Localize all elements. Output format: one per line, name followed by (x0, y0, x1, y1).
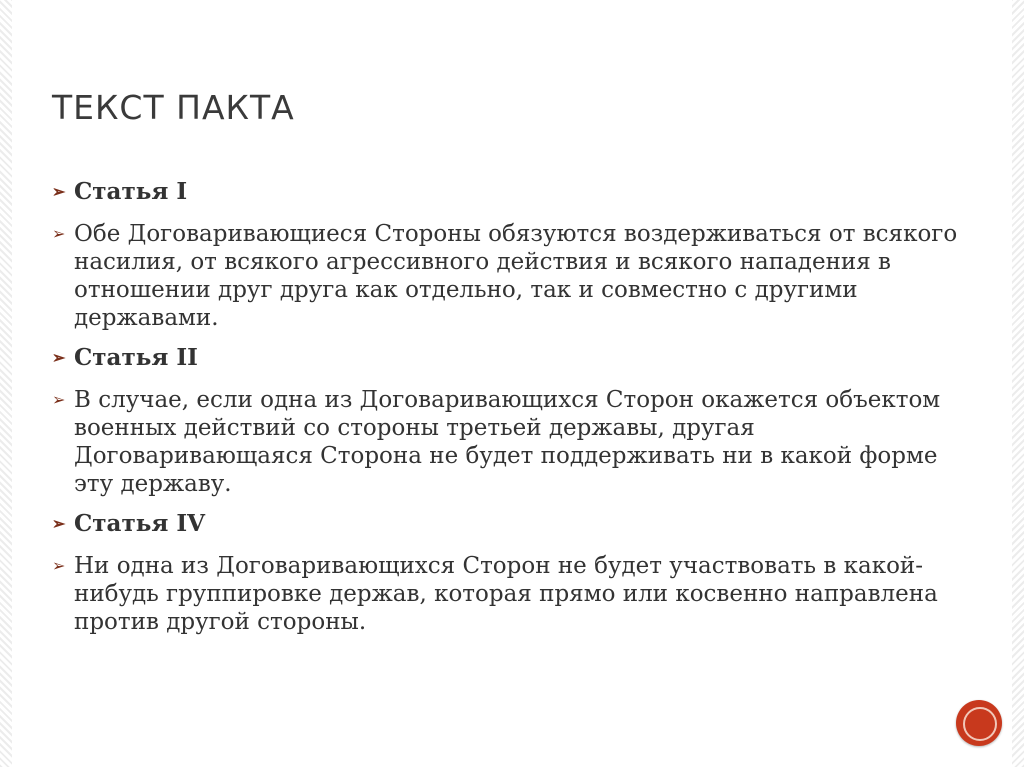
article-list (52, 178, 972, 648)
article-heading-text: Статья IV (74, 510, 205, 537)
article-heading-4 (52, 510, 972, 538)
arrow-bullet-icon: ➢ (52, 390, 66, 409)
article-heading-2 (52, 344, 972, 372)
decorative-left-border (0, 0, 12, 767)
article-paragraph-1 (52, 220, 972, 332)
article-paragraph-4 (52, 552, 972, 636)
badge-ring (963, 707, 997, 741)
slide-title: ТЕКСТ ПАКТА (52, 88, 295, 127)
decorative-right-border (1012, 0, 1024, 767)
arrow-bullet-icon: ➢ (52, 224, 66, 243)
arrow-bullet-icon: ➢ (52, 556, 66, 575)
article-paragraph-text: В случае, если одна из Договаривающихся Сторон окажется объектом военных действий со стороны третьей державы, другая Договаривающаяся Сторона не будет поддерживать ни в какой форме эту державу. (74, 387, 941, 497)
article-heading-1 (52, 178, 972, 206)
slide-number-badge-icon (956, 700, 1002, 746)
article-heading-text: Статья II (74, 344, 198, 371)
article-heading-text: Статья I (74, 178, 188, 205)
arrow-bullet-icon: ➢ (52, 182, 66, 201)
arrow-bullet-icon: ➢ (52, 348, 66, 367)
article-paragraph-text: Ни одна из Договаривающихся Сторон не будет участвовать в какой-нибудь группировке держав, которая прямо или косвенно направлена против другой стороны. (74, 553, 938, 635)
article-paragraph-2 (52, 386, 972, 498)
article-paragraph-text: Обе Договаривающиеся Стороны обязуются воздерживаться от всякого насилия, от всякого агрессивного действия и всякого нападения в отношении друг друга как отдельно, так и совместно с другими державами. (74, 221, 958, 331)
arrow-bullet-icon: ➢ (52, 514, 66, 533)
